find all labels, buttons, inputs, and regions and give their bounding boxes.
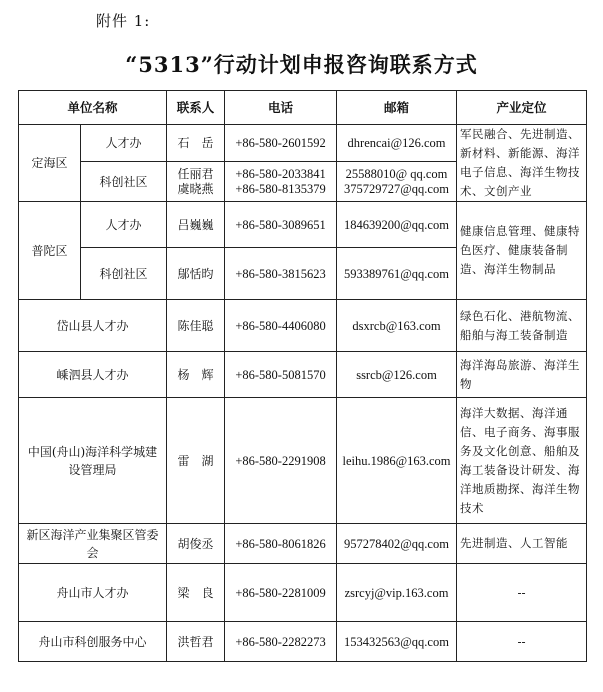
contact-cell — [167, 162, 225, 202]
email-cell[interactable]: dsxrcb@163.com — [337, 300, 457, 352]
attachment-label: 附件 1: — [96, 12, 151, 30]
contact-cell: 陈佳聪 — [167, 300, 225, 352]
table-row — [19, 125, 587, 162]
email-cell[interactable]: ssrcb@126.com — [337, 352, 457, 398]
phone-cell: +86-580-4406080 — [225, 300, 337, 352]
email-cell[interactable]: 184639200@qq.com — [337, 202, 457, 248]
phone-cell: +86-580-2291908 — [225, 398, 337, 524]
phone-cell: +86-580-5081570 — [225, 352, 337, 398]
contact-cell: 石 岳 — [167, 125, 225, 162]
email-cell — [337, 162, 457, 202]
column-header-email: 邮箱 — [337, 91, 457, 125]
table-row — [19, 202, 587, 248]
column-header-contact: 联系人 — [167, 91, 225, 125]
email-address[interactable]: 25588010@ qq.com — [345, 166, 448, 181]
industry-cell: 绿色石化、港航物流、船舶与海工装备制造 — [457, 300, 587, 352]
unit-name-cell: 岱山县人才办 — [19, 300, 167, 352]
table-row — [19, 564, 587, 622]
phone-cell: +86-580-3815623 — [225, 248, 337, 300]
phone-cell: +86-580-2601592 — [225, 125, 337, 162]
unit-name-cell: 嵊泗县人才办 — [19, 352, 167, 398]
industry-cell: 海洋大数据、海洋通信、电子商务、海事服务及文化创意、船舶及海工装备设计研发、海洋地质勘探、海洋生物技术 — [457, 398, 587, 524]
email-cell[interactable]: zsrcyj@vip.163.com — [337, 564, 457, 622]
column-header-industry: 产业定位 — [457, 91, 587, 125]
district-cell: 定海区 — [19, 125, 81, 202]
contact-cell: 杨 辉 — [167, 352, 225, 398]
sub-unit-cell: 科创社区 — [81, 162, 167, 202]
contact-name: 虞晓燕 — [177, 181, 214, 196]
email-cell[interactable]: 593389761@qq.com — [337, 248, 457, 300]
phone-number: +86-580-8135379 — [235, 181, 326, 196]
table-row — [19, 622, 587, 662]
phone-number: +86-580-2033841 — [235, 166, 326, 181]
unit-name-cell: 新区海洋产业集聚区管委会 — [19, 524, 167, 564]
sub-unit-cell: 人才办 — [81, 125, 167, 162]
phone-cell: +86-580-3089651 — [225, 202, 337, 248]
contact-cell: 鄔恬昀 — [167, 248, 225, 300]
sub-unit-cell: 人才办 — [81, 202, 167, 248]
contact-table — [18, 90, 587, 662]
contact-cell: 梁 良 — [167, 564, 225, 622]
email-cell[interactable]: leihu.1986@163.com — [337, 398, 457, 524]
industry-cell: 海洋海岛旅游、海洋生物 — [457, 352, 587, 398]
column-header-phone: 电话 — [225, 91, 337, 125]
column-header-unit: 单位名称 — [19, 91, 167, 125]
table-row — [19, 300, 587, 352]
email-address[interactable]: 375729727@qq.com — [344, 181, 449, 196]
email-cell[interactable]: dhrencai@126.com — [337, 125, 457, 162]
table-header-row — [19, 91, 587, 125]
email-cell[interactable]: 153432563@qq.com — [337, 622, 457, 662]
phone-cell: +86-580-2282273 — [225, 622, 337, 662]
industry-cell: 先进制造、人工智能 — [457, 524, 587, 564]
contact-cell: 洪哲君 — [167, 622, 225, 662]
table-row — [19, 524, 587, 564]
contact-cell: 吕巍巍 — [167, 202, 225, 248]
phone-cell — [225, 162, 337, 202]
industry-cell: 健康信息管理、健康特色医疗、健康装备制造、海洋生物制品 — [457, 202, 587, 300]
unit-name-cell: 中国(舟山)海洋科学城建设管理局 — [19, 398, 167, 524]
unit-name-cell: 舟山市科创服务中心 — [19, 622, 167, 662]
contact-name: 任丽君 — [177, 166, 214, 181]
contact-cell: 雷 湖 — [167, 398, 225, 524]
contact-cell: 胡俊丞 — [167, 524, 225, 564]
email-cell[interactable]: 957278402@qq.com — [337, 524, 457, 564]
industry-cell: -- — [457, 564, 587, 622]
district-cell: 普陀区 — [19, 202, 81, 300]
table-row — [19, 398, 587, 524]
phone-cell: +86-580-8061826 — [225, 524, 337, 564]
document-title: “5313”行动计划申报咨询联系方式 — [125, 52, 478, 77]
industry-cell: -- — [457, 622, 587, 662]
unit-name-cell: 舟山市人才办 — [19, 564, 167, 622]
phone-cell: +86-580-2281009 — [225, 564, 337, 622]
sub-unit-cell: 科创社区 — [81, 248, 167, 300]
table-row — [19, 352, 587, 398]
industry-cell: 军民融合、先进制造、新材料、新能源、海洋电子信息、海洋生物技术、文创产业 — [457, 125, 587, 202]
